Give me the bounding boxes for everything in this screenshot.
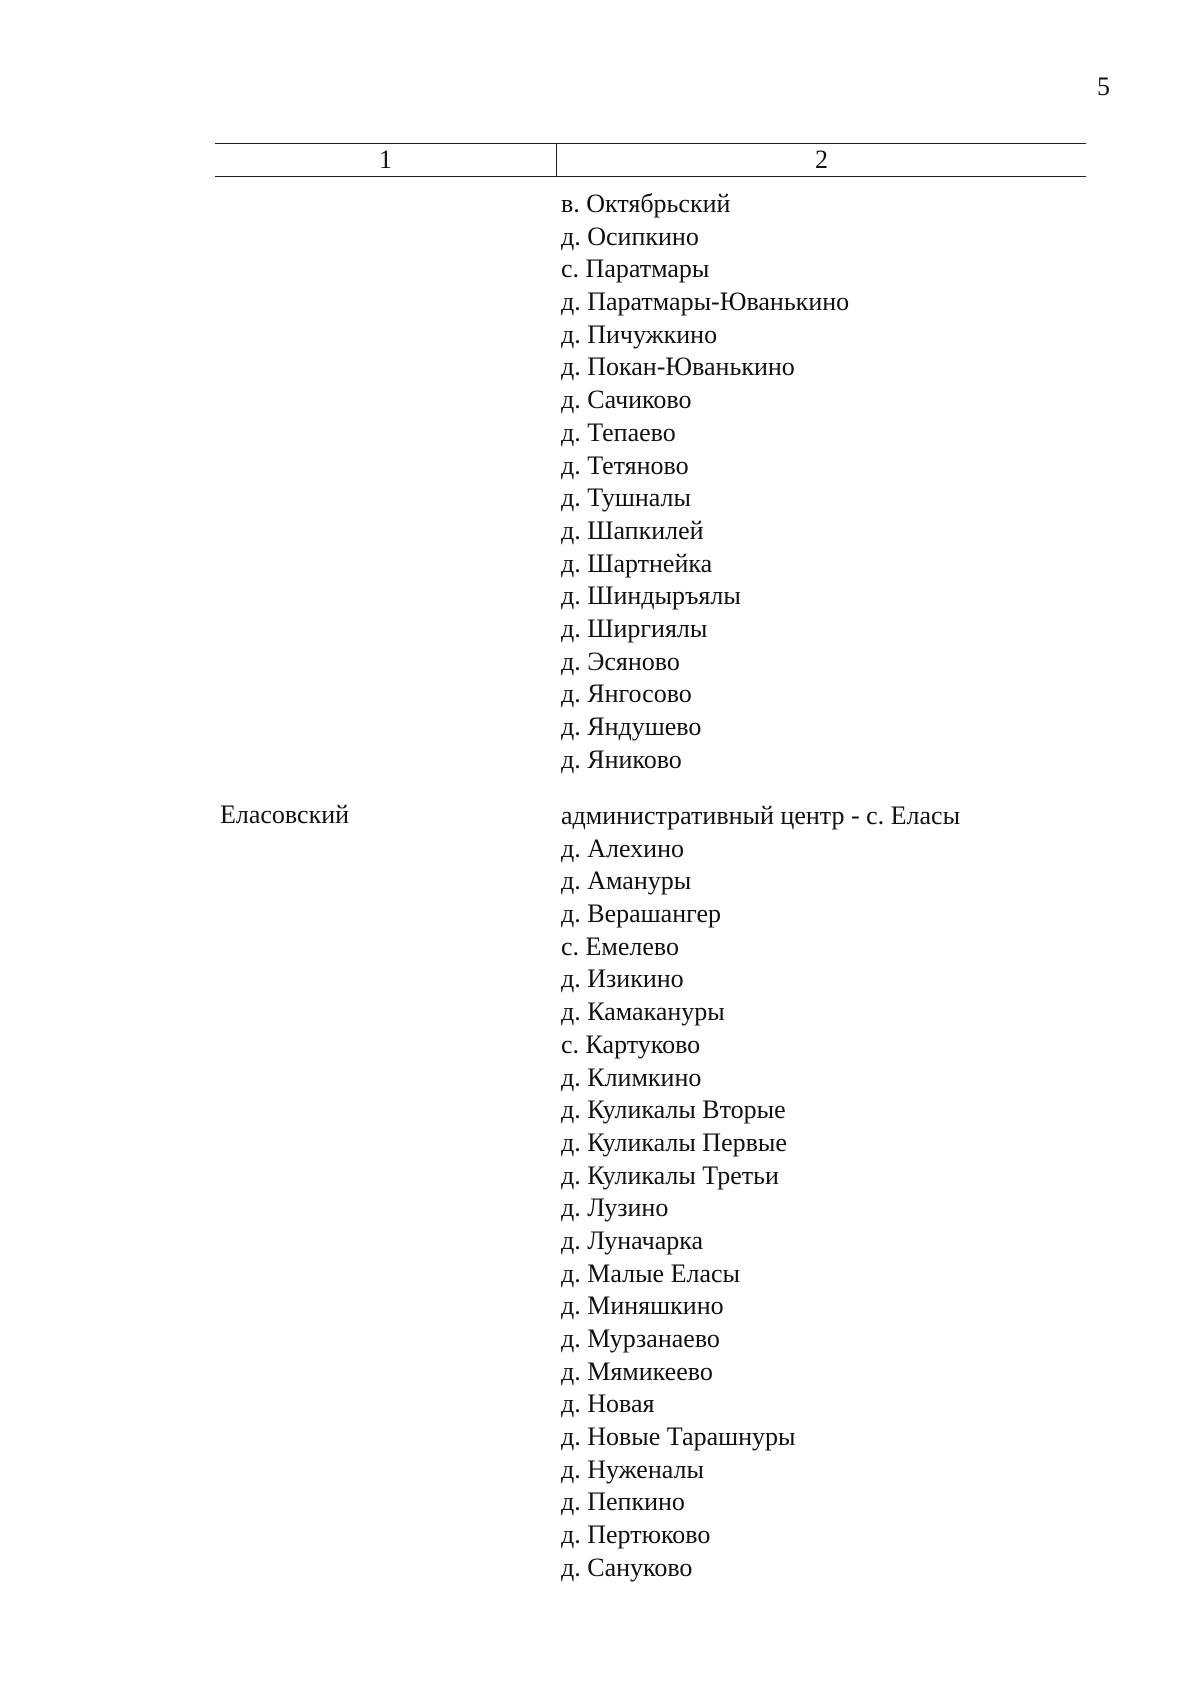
- settlement-item: д. Пепкино: [561, 1487, 685, 1517]
- column-header-2: 2: [815, 145, 828, 174]
- settlement-item: д. Миняшкино: [561, 1291, 724, 1321]
- table-header-bottom-rule: [215, 176, 1086, 177]
- settlement-item: в. Октябрьский: [561, 189, 731, 218]
- settlement-item: д. Новая: [561, 1389, 655, 1419]
- settlement-item: д. Пичужкино: [561, 319, 718, 349]
- settlement-item: д. Малые Еласы: [561, 1258, 741, 1288]
- settlement-item: д. Амануры: [561, 866, 692, 896]
- settlement-item: д. Осипкино: [561, 221, 699, 251]
- table-top-rule: [215, 143, 1086, 144]
- settlement-item: д. Новые Тарашнуры: [561, 1422, 796, 1452]
- settlement-item: д. Куликалы Вторые: [561, 1095, 786, 1125]
- settlement-item: д. Яниково: [561, 744, 682, 774]
- settlement-item: д. Изикино: [561, 964, 684, 994]
- district-name: Еласовский: [220, 800, 350, 829]
- settlement-item: д. Тетяново: [561, 450, 689, 480]
- settlement-item: д. Камакануры: [561, 997, 725, 1027]
- settlement-item: д. Мурзанаево: [561, 1324, 720, 1353]
- page-number: 5: [1097, 72, 1110, 101]
- settlement-item: д. Покан-Юванькино: [561, 352, 795, 382]
- continued-settlement-list: [561, 188, 849, 776]
- settlement-item: д. Паратмары-Юванькино: [561, 287, 850, 317]
- settlement-item: д. Эсяново: [561, 646, 680, 676]
- settlement-item: д. Климкино: [561, 1062, 702, 1092]
- settlement-item: д. Куликалы Третьи: [561, 1160, 779, 1190]
- settlement-item: д. Тушналы: [561, 483, 691, 513]
- settlement-item: д. Луначарка: [561, 1225, 704, 1255]
- settlement-item: д. Ширгиялы: [561, 613, 708, 643]
- settlement-item: д. Тепаево: [561, 417, 676, 447]
- settlement-item: д. Янгосово: [561, 679, 692, 709]
- settlement-item: с. Паратмары: [561, 254, 710, 284]
- settlement-item: д. Лузино: [561, 1193, 669, 1223]
- settlement-item: д. Куликалы Первые: [561, 1127, 787, 1157]
- settlement-item: д. Мямикеево: [561, 1356, 713, 1386]
- settlement-item: д. Сачиково: [561, 385, 692, 415]
- column-header-1: 1: [379, 145, 392, 174]
- settlement-item: д. Сануково: [561, 1552, 693, 1582]
- settlement-item: административный центр - с. Еласы: [561, 801, 961, 830]
- settlement-item: с. Картуково: [561, 1029, 701, 1059]
- settlement-item: д. Верашангер: [561, 899, 721, 929]
- settlement-item: д. Шартнейка: [561, 548, 713, 578]
- settlement-item: д. Алехино: [561, 833, 685, 863]
- district-settlement-list: [561, 800, 960, 1585]
- settlement-item: с. Емелево: [561, 931, 680, 961]
- settlement-item: д. Шапкилей: [561, 515, 704, 545]
- settlement-item: д. Шиндыръялы: [561, 581, 741, 611]
- settlement-item: д. Нуженалы: [561, 1454, 704, 1484]
- settlement-item: д. Пертюково: [561, 1520, 711, 1550]
- settlement-item: д. Яндушево: [561, 712, 702, 741]
